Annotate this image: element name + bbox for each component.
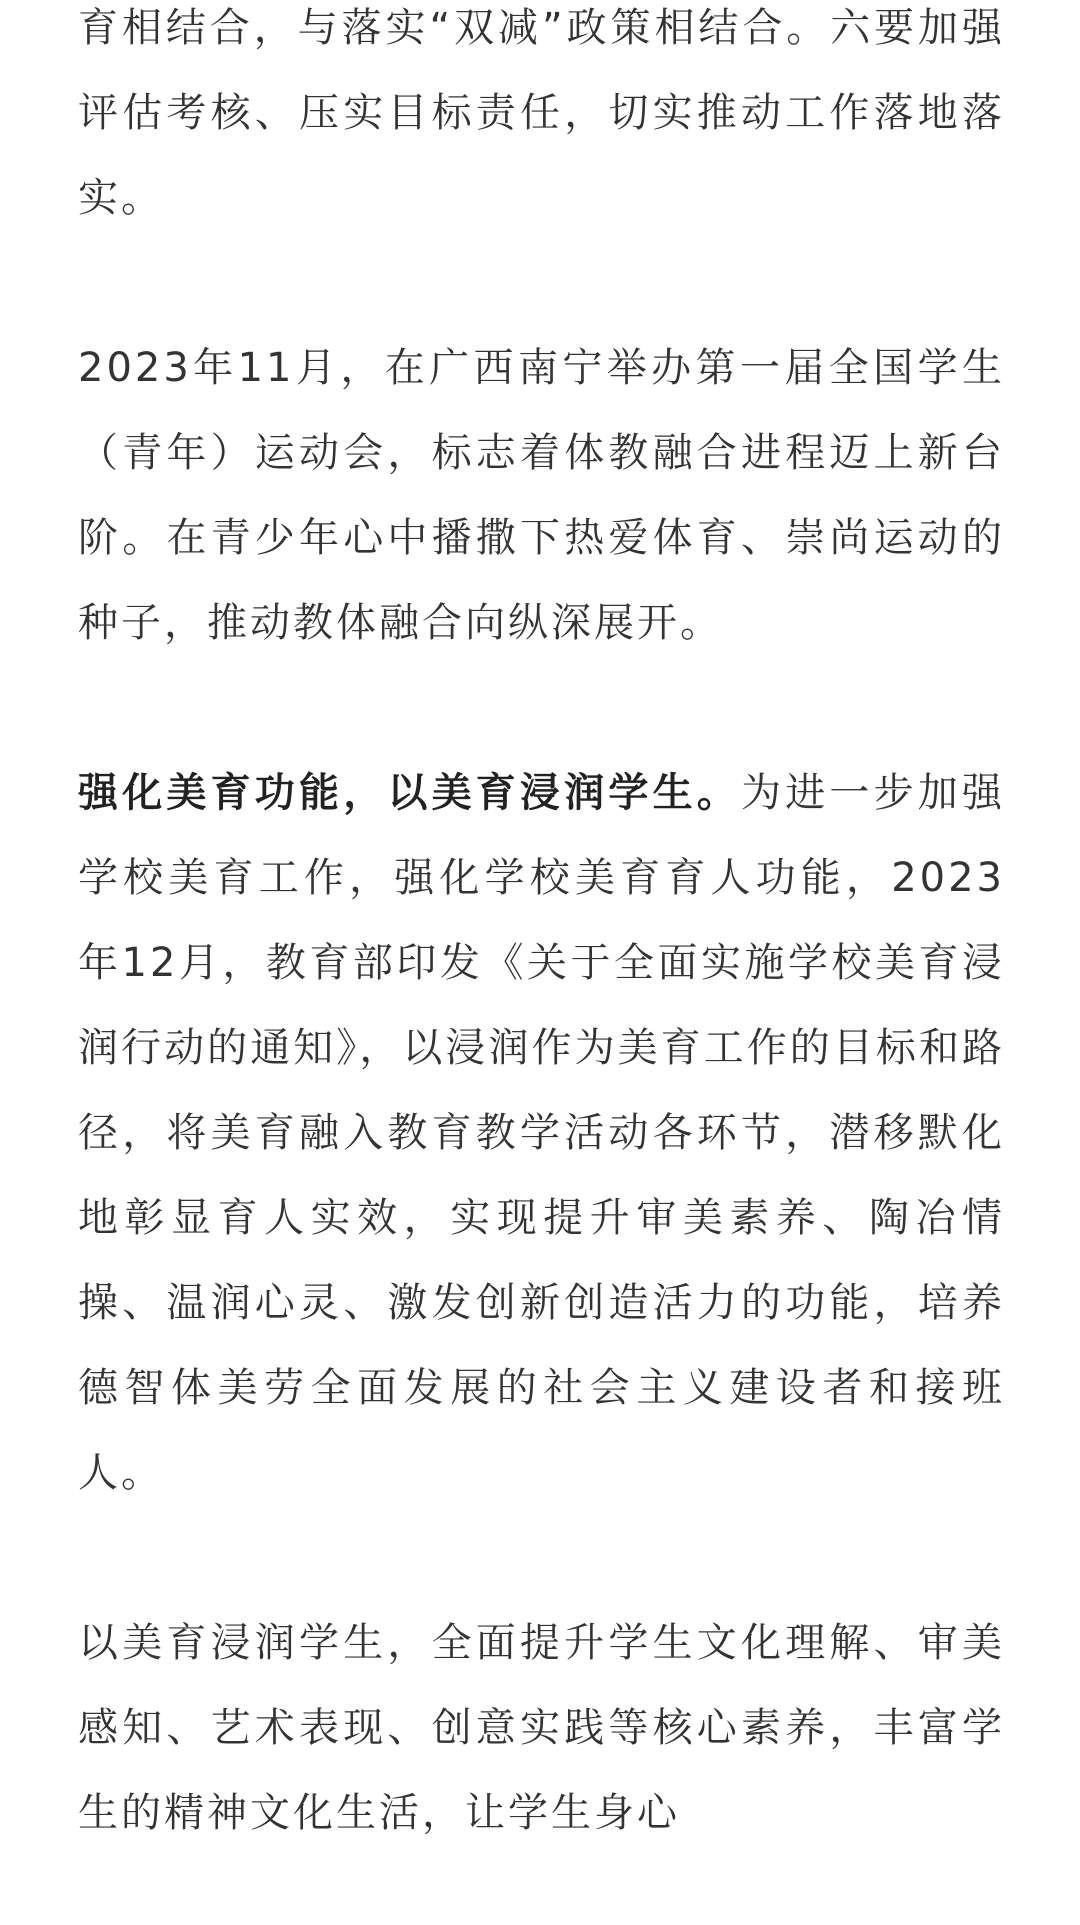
paragraph-4-text: 以美育浸润学生，全面提升学生文化理解、审美感知、艺术表现、创意实践等核心素养，丰富学生的精神文化生活，让学生身心 [78,1620,1005,1836]
article-body [78,0,1005,1856]
paragraph-2 [78,326,1005,666]
paragraph-3-text: 为进一步加强学校美育工作，强化学校美育育人功能，2023年12月，教育部印发《关于全面实施学校美育浸润行动的通知》，以浸润作为美育工作的目标和路径，将美育融入教育教学活动各环节，潜移默化地彰显育人实效，实现提升审美素养、陶冶情操、温润心灵、激发创新创造活力的功能，培养德智体美劳全面发展的社会主义建设者和接班人。 [78,770,1005,1496]
paragraph-2-text: 2023年11月，在广西南宁举办第一届全国学生（青年）运动会，标志着体教融合进程迈上新台阶。在青少年心中播撒下热爱体育、崇尚运动的种子，推动教体融合向纵深展开。 [78,345,1005,646]
paragraph-gap [78,1516,1005,1601]
paragraph-3 [78,751,1005,1516]
paragraph-1-text: 育相结合，与落实“双减”政策相结合。六要加强评估考核、压实目标责任，切实推动工作落地落实。 [78,5,1005,221]
paragraph-gap [78,241,1005,326]
paragraph-1 [78,0,1005,241]
paragraph-gap [78,666,1005,751]
paragraph-3-lead: 强化美育功能，以美育浸润学生。 [78,770,741,816]
paragraph-4 [78,1601,1005,1856]
